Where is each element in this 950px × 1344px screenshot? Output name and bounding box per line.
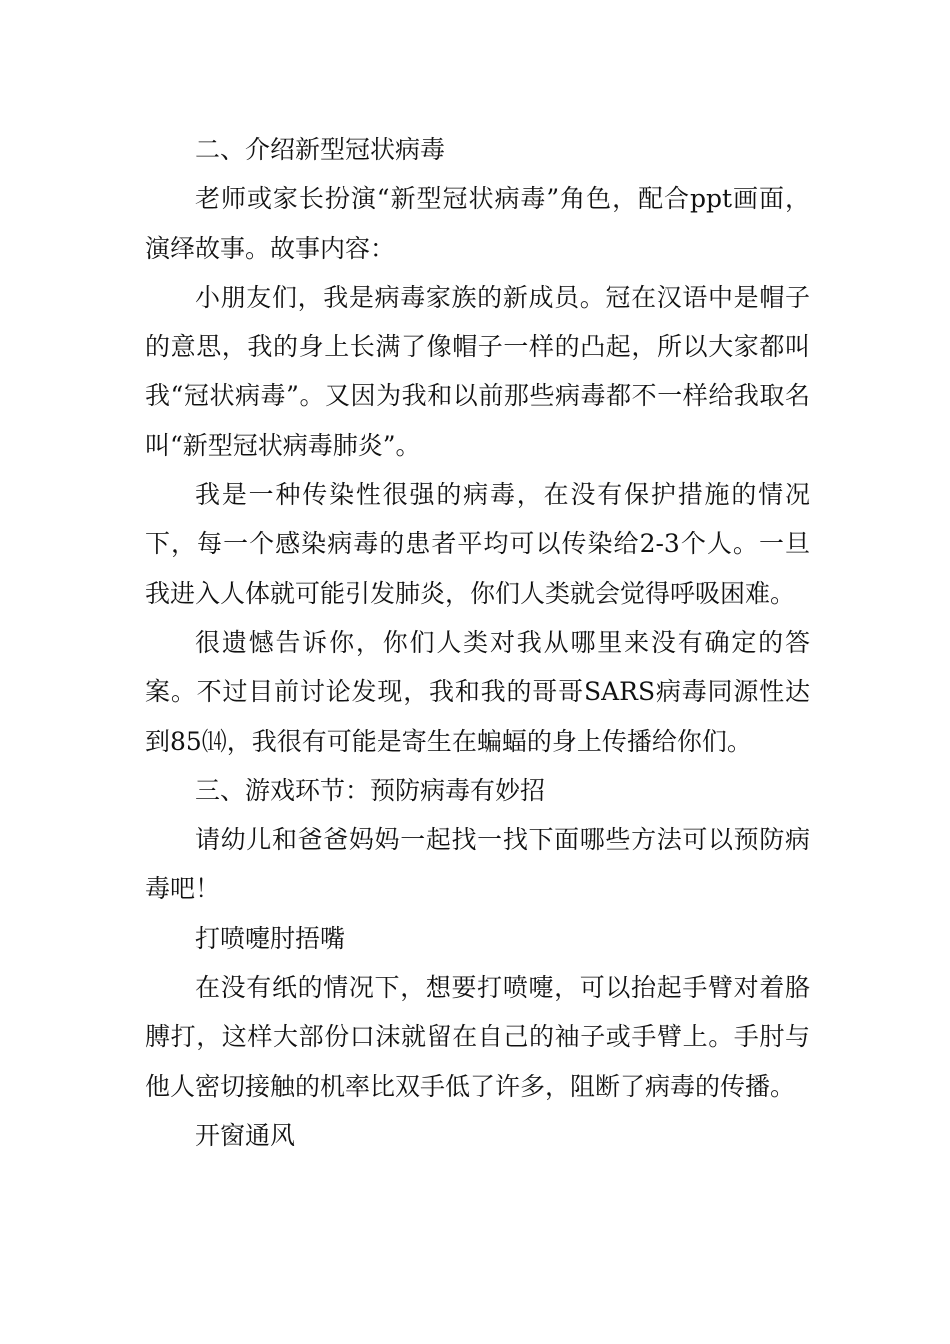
paragraph: 很遗憾告诉你，你们人类对我从哪里来没有确定的答案。不过目前讨论发现，我和我的哥哥SARS病毒同源性达到85⒁，我很有可能是寄生在蝙蝠的身上传播给你们。 bbox=[145, 627, 810, 756]
paragraph: 在没有纸的情况下，想要打喷嚏，可以抬起手臂对着胳膊打，这样大部份口沫就留在自己的袖子或手臂上。手肘与他人密切接触的机率比双手低了许多，阻断了病毒的传播。 bbox=[145, 973, 810, 1101]
section-heading-introduce-virus: 二、介绍新型冠状病毒 bbox=[195, 135, 446, 164]
paragraph: 我是一种传染性很强的病毒，在没有保护措施的情况下，每一个感染病毒的患者平均可以传染给2-3个人。一旦我进入人体就可能引发肺炎，你们人类就会觉得呼吸困难。 bbox=[145, 480, 810, 608]
subheading-ventilation: 开窗通风 bbox=[195, 1120, 296, 1150]
paragraph: 小朋友们，我是病毒家族的新成员。冠在汉语中是帽子的意思，我的身上长满了像帽子一样的凸起，所以大家都叫我“冠状病毒”。又因为我和以前那些病毒都不一样给我取名叫“新型冠状病毒肺炎”。 bbox=[145, 282, 810, 460]
paragraph: 老师或家长扮演“新型冠状病毒”角色，配合ppt画面，演绎故事。故事内容： bbox=[145, 184, 810, 263]
section-heading-game: 三、游戏环节：预防病毒有妙招 bbox=[195, 775, 546, 805]
document-body bbox=[145, 125, 810, 1160]
paragraph: 请幼儿和爸爸妈妈一起找一找下面哪些方法可以预防病毒吧！ bbox=[145, 825, 810, 904]
subheading-sneeze: 打喷嚏肘捂嘴 bbox=[195, 923, 346, 953]
